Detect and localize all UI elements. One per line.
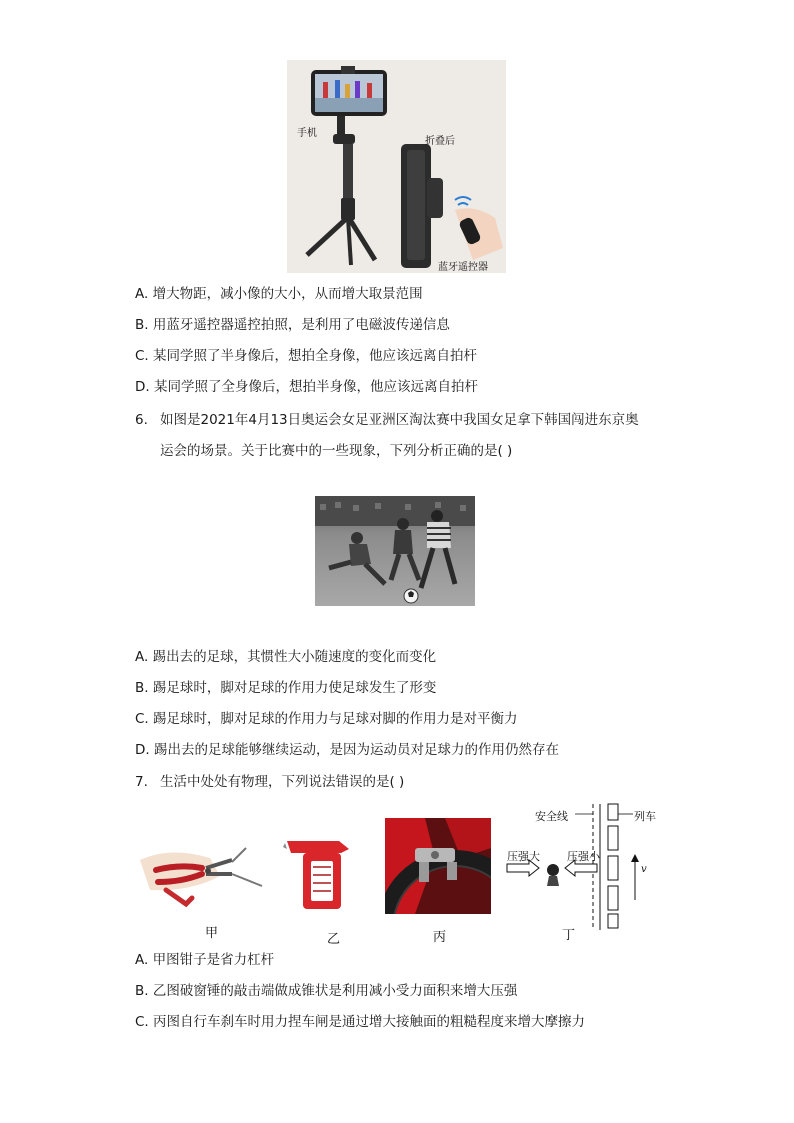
pliers-illustration	[136, 830, 266, 910]
figure-bike-brake	[385, 818, 491, 914]
label-pressure-low: 压强小	[567, 850, 600, 863]
figure-hammer	[283, 833, 358, 913]
label-phone: 手机	[297, 128, 317, 139]
q6-number: 6.	[135, 412, 148, 428]
label-remote: 蓝牙遥控器	[438, 262, 488, 273]
caption-yi: 乙	[327, 932, 341, 947]
q7-number: 7.	[135, 774, 148, 790]
label-train: 列车	[634, 810, 656, 823]
selfie-stick-photo	[287, 60, 506, 273]
q5-option-c: C. 某同学照了半身像后，想拍全身像，他应该远离自拍杆	[135, 348, 478, 364]
soccer-match-photo	[315, 496, 475, 606]
label-safety-line: 安全线	[535, 810, 568, 823]
q6-stem-line1: 如图是2021年4月13日奥运会女足亚洲区淘汰赛中我国女足拿下韩国闯进东京奥	[160, 412, 639, 428]
label-pressure-high: 压强大	[507, 850, 540, 863]
q7-option-c: C. 丙图自行车刹车时用力捏车闸是通过增大接触面的粗糙程度来增大摩擦力	[135, 1014, 586, 1030]
q5-option-b: B. 用蓝牙遥控器遥控拍照，是利用了电磁波传递信息	[135, 317, 450, 333]
q5-option-a: A. 增大物距，减小像的大小，从而增大取景范围	[135, 286, 423, 302]
label-velocity: v	[641, 864, 647, 875]
q7-option-a: A. 甲图钳子是省力杠杆	[135, 952, 275, 968]
figure-train-diagram	[505, 800, 670, 935]
soccer-illustration	[315, 496, 475, 606]
figure-pliers	[136, 830, 266, 910]
q5-option-d: D. 某同学照了全身像后，想拍半身像，他应该远离自拍杆	[135, 379, 478, 395]
q6-stem-line2: 运会的场景。关于比赛中的一些现象，下列分析正确的是( )	[160, 443, 513, 459]
caption-bing: 丙	[433, 930, 447, 945]
hammer-illustration	[283, 833, 358, 913]
q6-option-c: C. 踢足球时，脚对足球的作用力与足球对脚的作用力是对平衡力	[135, 711, 518, 727]
caption-ding: 丁	[562, 928, 576, 943]
q6-option-d: D. 踢出去的足球能够继续运动，是因为运动员对足球力的作用仍然存在	[135, 742, 559, 758]
label-folded: 折叠后	[425, 136, 455, 147]
selfie-stick-illustration	[287, 60, 506, 273]
bike-brake-illustration	[385, 818, 491, 914]
q7-option-b: B. 乙图破窗锤的敲击端做成锥状是利用减小受力面积来增大压强	[135, 983, 518, 999]
caption-jia: 甲	[205, 926, 219, 941]
q6-option-a: A. 踢出去的足球，其惯性大小随速度的变化而变化	[135, 649, 437, 665]
q7-stem: 生活中处处有物理，下列说法错误的是( )	[160, 774, 405, 790]
q6-option-b: B. 踢足球时，脚对足球的作用力使足球发生了形变	[135, 680, 437, 696]
